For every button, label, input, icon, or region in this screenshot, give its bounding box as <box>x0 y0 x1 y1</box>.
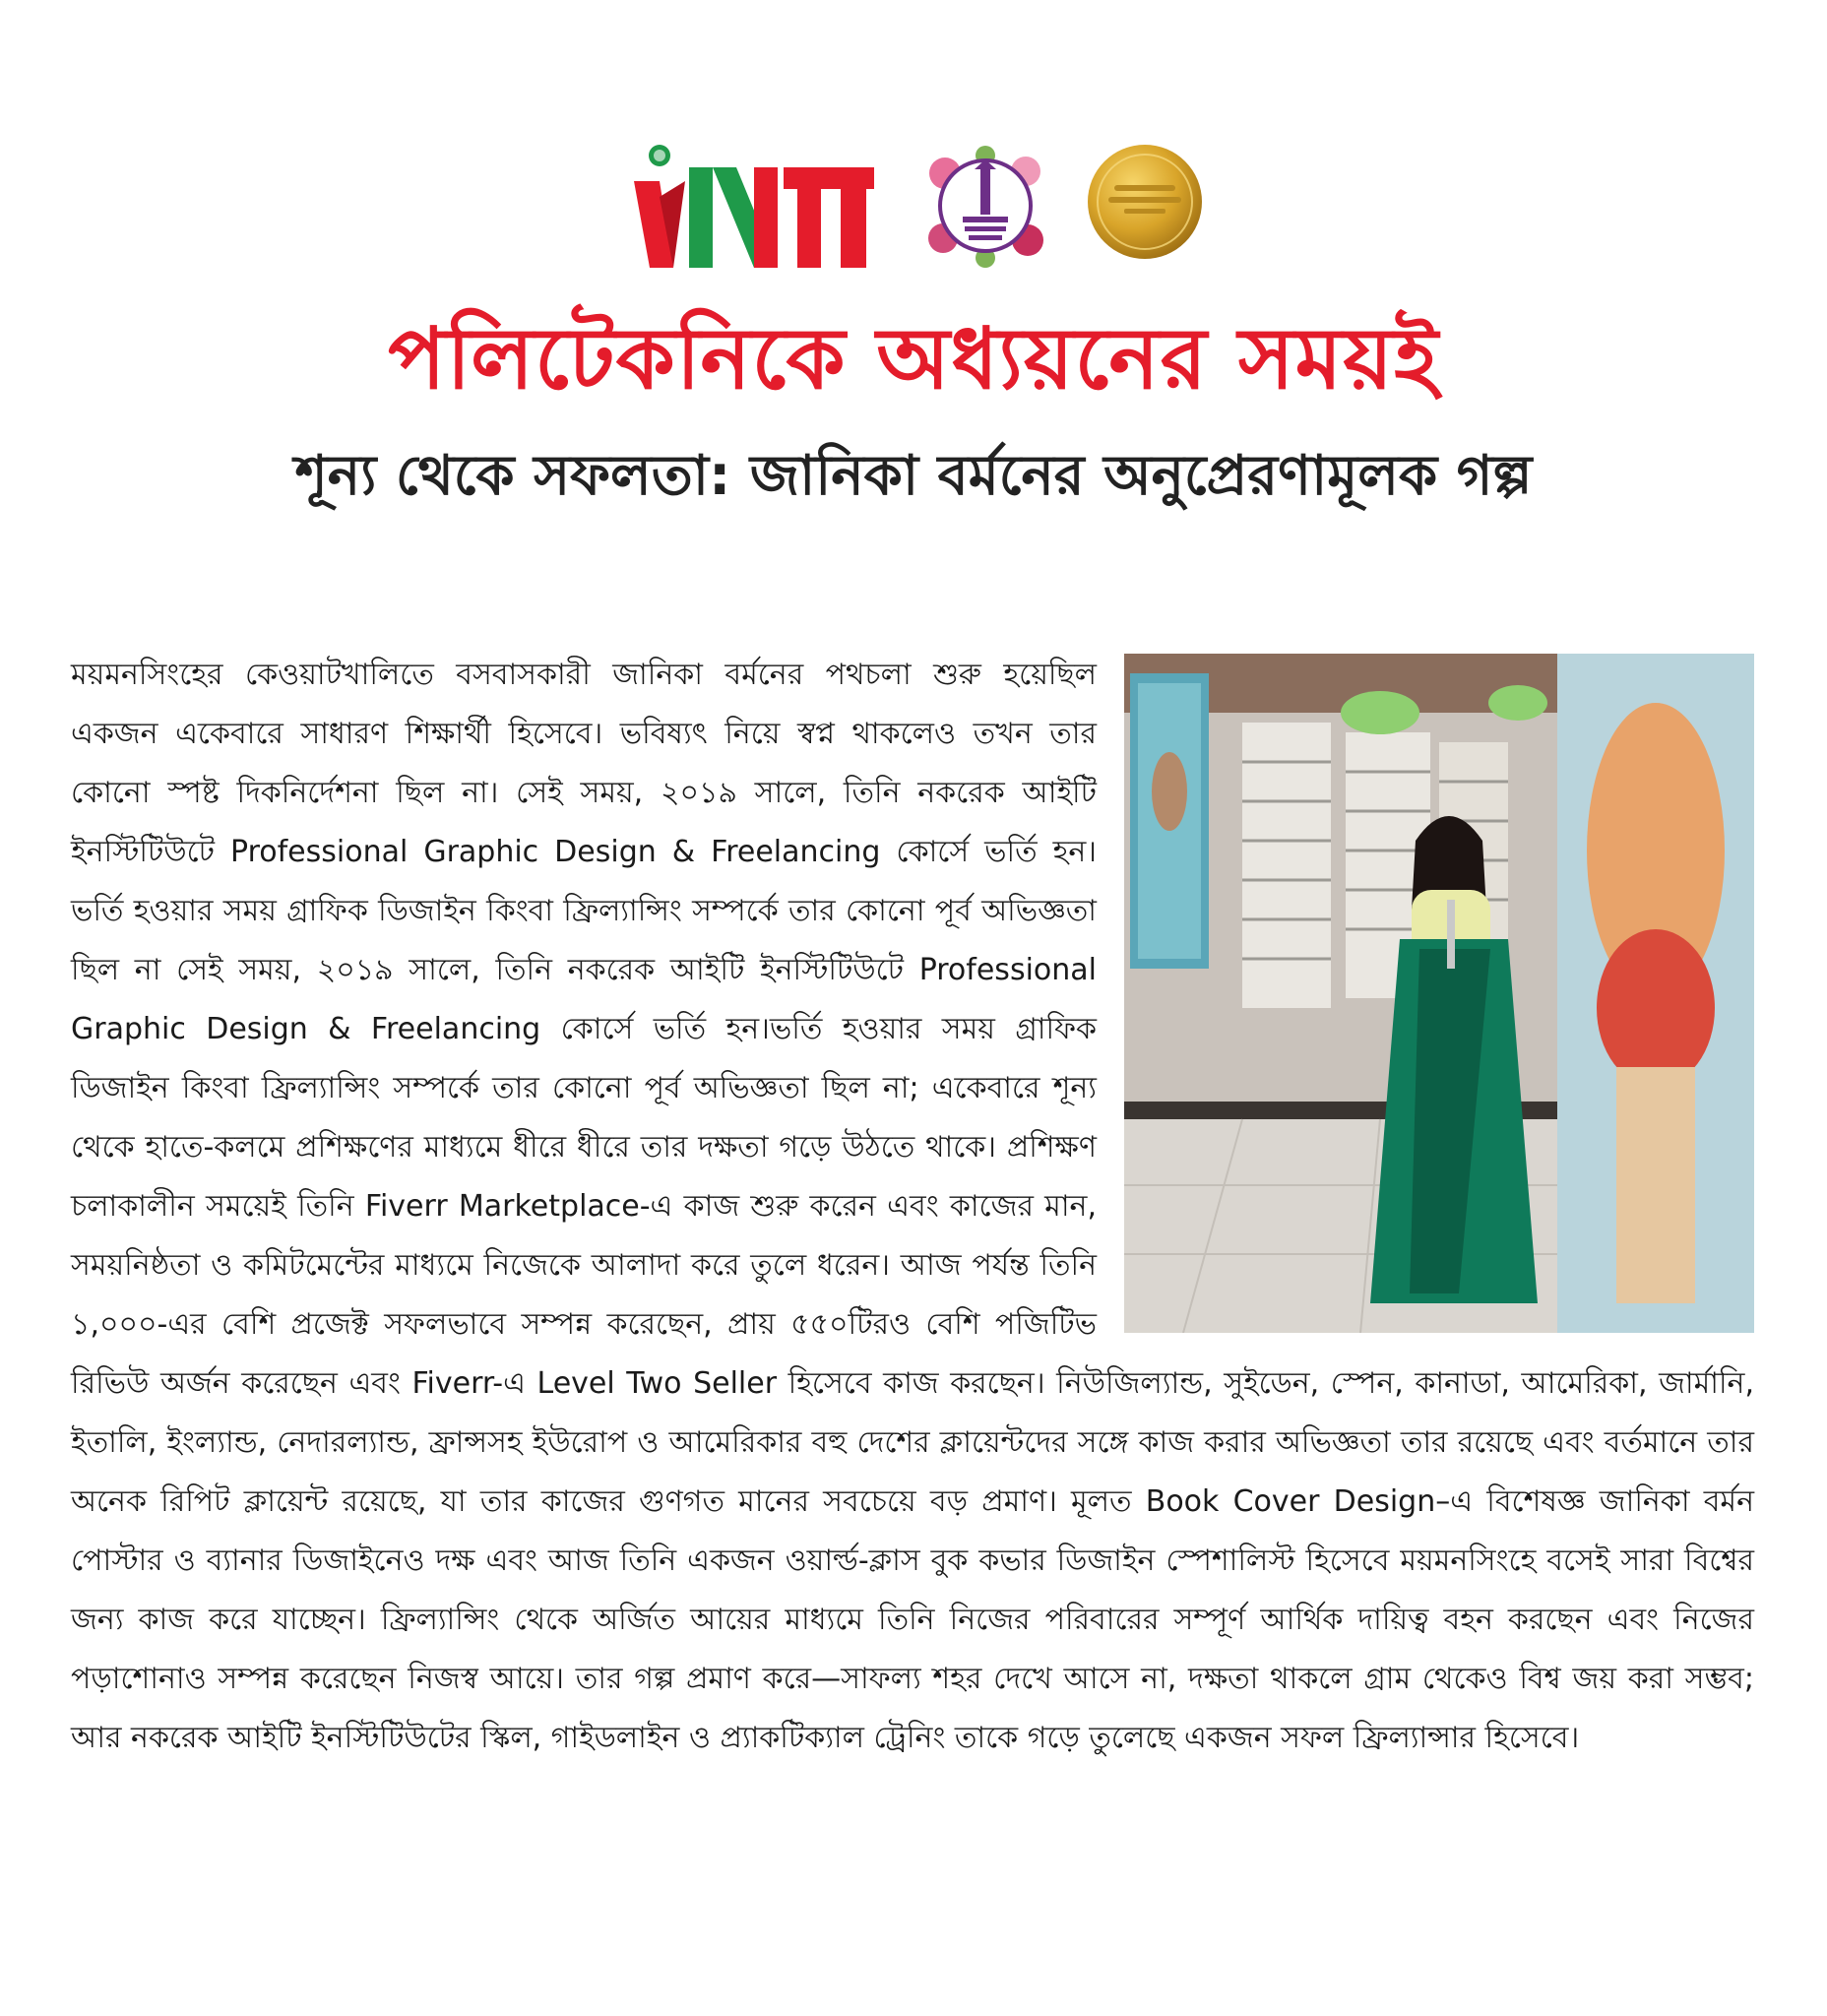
article-headline: পলিটেকনিকে অধ্যয়নের সময়ই <box>388 310 1439 409</box>
student-portrait-photo <box>1124 654 1754 1333</box>
logo-row <box>0 136 1827 284</box>
article-body <box>71 646 1754 1876</box>
article-subheadline: শূন্য থেকে সফলতা: জানিকা বর্মনের অনুপ্রেরণামূলক গল্প <box>294 444 1533 508</box>
article-body-text: ময়মনসিংহের কেওয়াটখালিতে বসবাসকারী জানিকা বর্মনের পথচলা শুরু হয়েছিল একজন একেবারে সাধারণ শিক্ষার্থী হিসেবে। ভবিষ্যৎ নিয়ে স্বপ্ন থাকলেও তখন তার কোনো স্পষ্ট দিকনির্দেশনা ছিল না। সেই সময়, ২০১৯ সালে, তিনি নকরেক আইটি ইনস্টিটিউটে Professional Graphic Design & Freelancing কোর্সে ভর্তি হন। ভর্তি হওয়ার সময় গ্রাফিক ডিজাইন কিংবা ফ্রিল্যান্সিং সম্পর্কে তার কোনো পূর্ব অভিজ্ঞতা ছিল না সেই সময়, ২০১৯ সালে, তিনি নকরেক আইটি ইনস্টিটিউটে Professional Graphic Design & Freelancing কোর্সে ভর্তি হন।ভর্তি হওয়ার সময় গ্রাফিক ডিজাইন কিংবা ফ্রিল্যান্সিং সম্পর্কে তার কোনো পূর্ব অভিজ্ঞতা ছিল না; একেবারে শূন্য থেকে হাতে-কলমে প্রশিক্ষণের মাধ্যমে ধীরে ধীরে তার দক্ষতা গড়ে উঠতে থাকে। প্রশিক্ষণ চলাকালীন সময়েই তিনি Fiverr Marketplace-এ কাজ শুরু করেন এবং কাজের মান, সময়নিষ্ঠতা ও কমিটমেন্টের মাধ্যমে নিজেকে আলাদা করে তুলে ধরেন। আজ পর্যন্ত তিনি ১,০০০-এর বেশি প্রজেক্ট সফলভাবে সম্পন্ন করেছেন, প্রায় ৫৫০টিরও বেশি পজিটিভ রিভিউ অর্জন করেছেন এবং Fiverr-এ Level Two Seller হিসেবে কাজ করছেন। নিউজিল্যান্ড, সুইডেন, স্পেন, কানাডা, আমেরিকা, জার্মানি, ইতালি, ইংল্যান্ড, নেদারল্যান্ড, ফ্রান্সসহ ইউরোপ ও আমেরিকার বহু দেশের ক্লায়েন্টদের সঙ্গে কাজ করার অভিজ্ঞতা তার রয়েছে এবং বর্তমানে তার অনেক রিপিট ক্লায়েন্ট রয়েছে, যা তার কাজের গুণগত মানের সবচেয়ে বড় প্রমাণ। মূলত Book Cover Design–এ বিশেষজ্ঞ জানিকা বর্মন পোস্টার ও ব্যানার ডিজাইনেও দক্ষ এবং আজ তিনি একজন ওয়ার্ল্ড-ক্লাস বুক কভার ডিজাইন স্পেশালিস্ট হিসেবে ময়মনসিংহে বসেই সারা বিশ্বের জন্য কাজ করে যাচ্ছেন। ফ্রিল্যান্সিং থেকে অর্জিত আয়ের মাধ্যমে তিনি নিজের পরিবারের সম্পূর্ণ আর্থিক দায়িত্ব বহন করছেন এবং নিজের পড়াশোনাও সম্পন্ন করেছেন নিজস্ব আয়ে। তার গল্প প্রমাণ করে—সাফল্য শহর দেখে আসে না, দক্ষতা থাকলে গ্রাম থেকেও বিশ্ব জয় করা সম্ভব; আর নকরেক আইটি ইনস্টিটিউটের স্কিল, গাইডলাইন ও প্র্যাকটিক্যাল ট্রেনিং তাকে গড়ে তুলেছে একজন সফল ফ্রিল্যান্সার হিসেবে। <box>71 658 1754 1755</box>
gold-medal-icon <box>1085 142 1205 262</box>
nit-logo-icon <box>630 138 888 274</box>
award-badge-icon <box>923 144 1047 268</box>
